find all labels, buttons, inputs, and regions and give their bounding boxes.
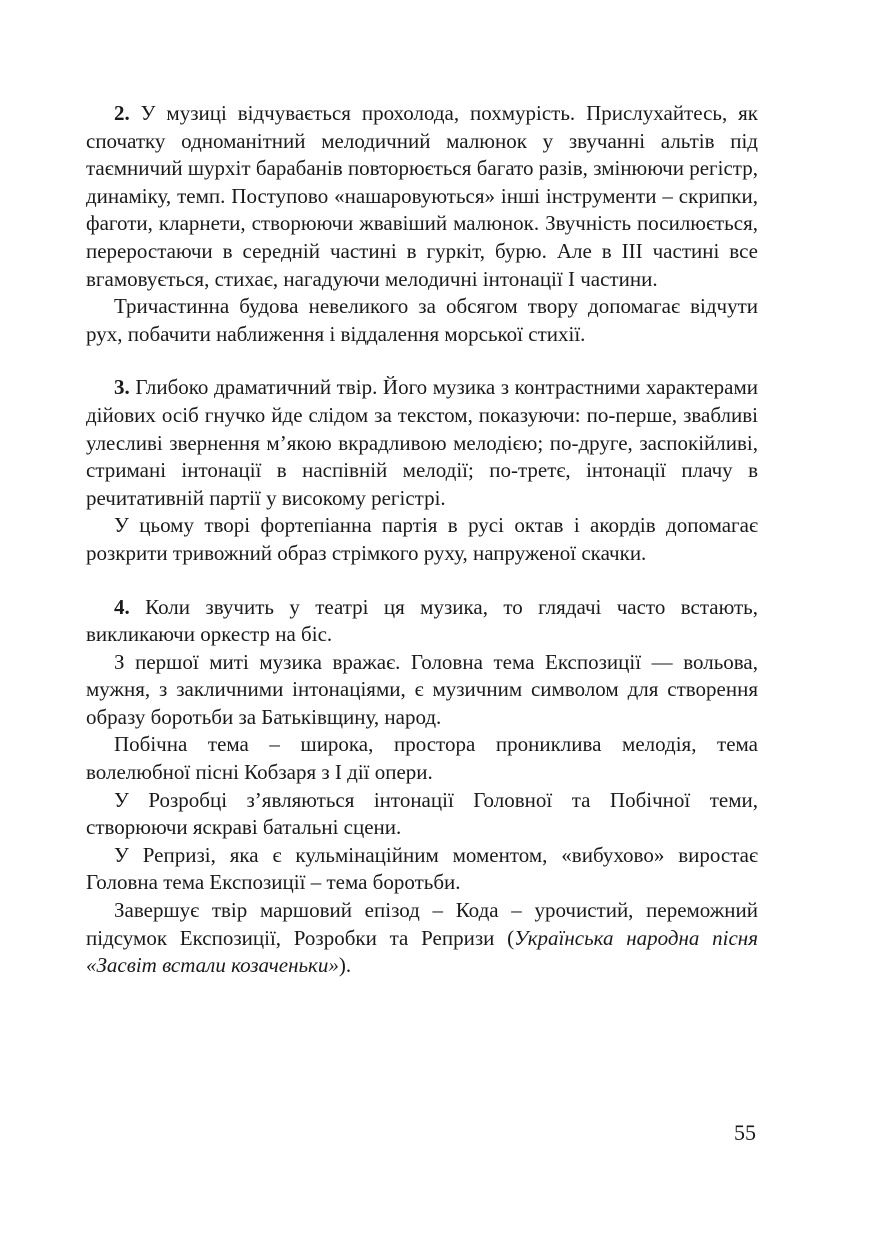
paragraph: У Репризі, яка є кульмінаційним моментом, «вибухово» виростає Головна тема Експозиції – тема боротьби. xyxy=(86,842,758,895)
paragraph: У цьому творі фортепіанна партія в русі октав і акордів допомагає розкрити тривожний образ стрімкого руху, напруженої скачки. xyxy=(86,513,758,565)
section-4-lead xyxy=(86,594,758,649)
final-tail: ). xyxy=(338,953,352,978)
section-number: 2. xyxy=(114,101,130,125)
section-number: 3. xyxy=(114,375,130,400)
paragraph: Тричастинна будова невеликого за обсягом твору допомагає відчути рух, побачити наближення і віддалення морської стихії. xyxy=(86,294,758,346)
italic-citation: Українська народна пісня «Засвіт встали козаченьки» xyxy=(86,925,758,978)
section-3-lead xyxy=(86,374,758,512)
final-paragraph xyxy=(86,897,758,980)
paragraph: У Розробці з’являються інтонації Головної та Побічної теми, створюючи яскраві батальні сцени. xyxy=(86,787,758,840)
section-2-lead xyxy=(86,100,758,293)
paragraph: З першої миті музика вражає. Головна тема Експозиції — вольова, мужня, з закличними інтонаціями, є музичним символом для створення образу боротьби за Батьківщину, народ. xyxy=(86,649,758,729)
page-number: 55 xyxy=(734,1120,756,1145)
paragraph: Побічна тема – широка, простора прониклива мелодія, тема волелюбної пісні Кобзаря з І дії опери. xyxy=(86,732,758,785)
section-3 xyxy=(86,374,758,567)
page-body xyxy=(86,100,758,1006)
lead-text: У музиці відчувається прохолода, похмурість. Прислухайтесь, як спочатку одноманітний мелодичний малюнок у звучанні альтів під таємничий шурхіт барабанів повторюється багато разів, змінюючи регістр, динаміку, темп. Поступово «нашаровуються» інші інструменти – скрипки, фаготи, кларнети, створюючи жвавіший малюнок. Звучність посилюється, переростаючи в середній частині в гуркіт, бурю. Але в ІІІ частині все вгамовується, стихає, нагадуючи мелодичні інтонації І частини. xyxy=(86,101,758,291)
section-number: 4. xyxy=(114,594,130,619)
section-4 xyxy=(86,594,758,980)
section-2 xyxy=(86,100,758,348)
final-text: Завершує твір маршовий епізод – Кода – урочистий, переможний підсумок Експозиції, Розробки та Репризи ( xyxy=(86,898,758,950)
lead-text: Глибоко драматичний твір. Його музика з контрастними характерами дійових осіб гнучко йде слідом за текстом, показуючи: по-перше, звабливі улесливі звернення м’якою вкрадливою мелодією; по-друге, заспокійливі, стримані інтонації в наспівній мелодії; по-третє, інтонації плачу в речитативній партії у високому регістрі. xyxy=(86,375,758,510)
lead-text: Коли звучить у театрі ця музика, то глядачі часто встають, викликаючи оркестр на біс. xyxy=(86,594,758,647)
